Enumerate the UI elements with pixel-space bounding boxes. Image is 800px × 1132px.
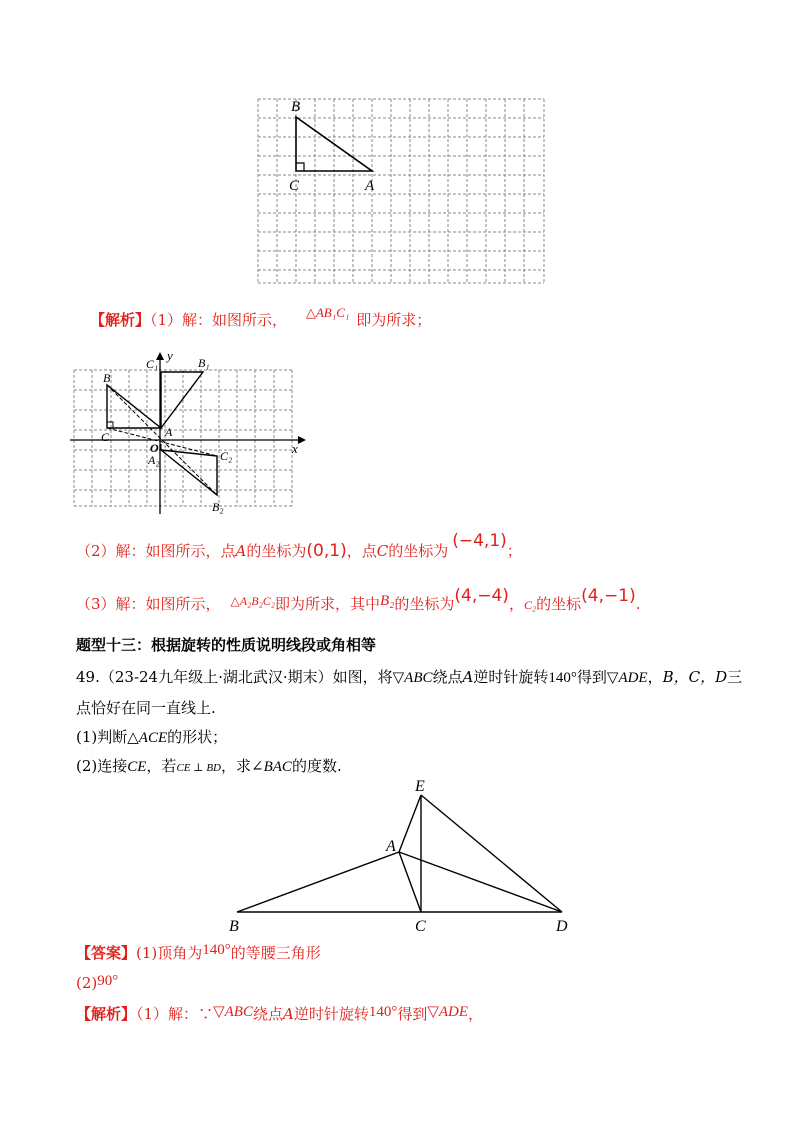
analysis3-mid3: 的坐标 bbox=[536, 595, 582, 613]
problem-line-2: 点恰好在同一直线上. bbox=[76, 699, 216, 717]
answer-bracket: 【答案】 bbox=[76, 944, 137, 962]
segment-ed bbox=[421, 795, 562, 912]
problem-mid2: 逆时针旋转 bbox=[473, 668, 549, 686]
coord-c2: (4,−1) bbox=[581, 586, 636, 606]
figure-3-rotation bbox=[225, 778, 585, 936]
analysis4-bracket: 【解析】 bbox=[76, 1005, 137, 1023]
label-C: C bbox=[289, 178, 300, 194]
q1-suffix: 的形状； bbox=[167, 728, 228, 746]
problem-point-a: A bbox=[462, 668, 474, 686]
problem-angle: 140° bbox=[548, 670, 577, 686]
analysis3-prefix: （3）解：如图所示， bbox=[76, 595, 221, 613]
label-A: A bbox=[165, 425, 173, 439]
label-B: B bbox=[229, 918, 239, 935]
label-C: C bbox=[101, 430, 110, 444]
segment-ac bbox=[399, 852, 421, 912]
answer-1-angle: 140° bbox=[202, 942, 231, 958]
analysis-text: （1）解：如图所示， bbox=[150, 311, 288, 329]
label-B1: B₁ bbox=[198, 356, 210, 370]
question-2 bbox=[76, 756, 342, 778]
label-C2: C₂ bbox=[220, 449, 233, 463]
triangle-abc-1: ▽ABC bbox=[392, 670, 433, 686]
label-y: y bbox=[167, 348, 173, 363]
q2-mid2: ，求 bbox=[221, 757, 252, 775]
triangle-ade: ▽ADE bbox=[606, 670, 648, 686]
triangle-ab1c1 bbox=[161, 372, 203, 428]
analysis4-prefix: （1）解： bbox=[136, 1005, 199, 1023]
point-c2: C₂ bbox=[523, 598, 537, 612]
label-x: x bbox=[292, 441, 298, 456]
answer-1-suffix: 的等腰三角形 bbox=[230, 944, 321, 962]
q2-segment: CE bbox=[127, 759, 147, 775]
analysis-line-1 bbox=[90, 305, 432, 332]
analysis-line-3 bbox=[76, 586, 641, 615]
point-b2: B₂ bbox=[379, 593, 395, 609]
label-B: B bbox=[291, 99, 301, 115]
answer-2-value: 90° bbox=[97, 973, 119, 989]
label-B: B bbox=[103, 371, 111, 385]
triangle-abc bbox=[107, 385, 161, 428]
label-A: A bbox=[365, 178, 375, 194]
triangle-symbol: △ bbox=[305, 306, 316, 321]
because-symbol: ∵ bbox=[198, 1005, 214, 1023]
triangle-a2b2c2-name: △A₂B₂C₂ bbox=[230, 594, 275, 608]
figure-2-coordinate-plane bbox=[70, 348, 310, 518]
analysis3-comma: ， bbox=[508, 595, 524, 613]
q2-angle: ∠BAC bbox=[251, 759, 292, 775]
segment-ad bbox=[399, 852, 562, 912]
point-a: A bbox=[235, 542, 247, 560]
analysis4-end: ， bbox=[468, 1005, 484, 1023]
problem-points-bcd: B，C，D bbox=[662, 668, 728, 686]
problem-mid4: ， bbox=[647, 668, 663, 686]
point-c: C bbox=[376, 542, 389, 560]
answer-1-prefix: (1)顶角为 bbox=[136, 944, 203, 962]
analysis4-triangle-abc: ▽ABC bbox=[213, 1004, 253, 1020]
analysis4-angle: 140° bbox=[368, 1004, 398, 1020]
q2-suffix: 的度数. bbox=[291, 757, 342, 775]
analysis2-mid2: ，点 bbox=[346, 542, 377, 560]
label-C: C bbox=[415, 918, 426, 935]
analysis3-end: . bbox=[635, 595, 641, 613]
answer-2-prefix: (2) bbox=[76, 974, 98, 992]
coord-a: (0,1) bbox=[306, 541, 347, 561]
analysis3-mid1: 即为所求，其中 bbox=[274, 595, 380, 613]
analysis4-triangle-ade: ▽ADE bbox=[427, 1004, 469, 1020]
label-A2: A₂ bbox=[148, 453, 160, 467]
section-heading: 题型十三：根据旋转的性质说明线段或角相等 bbox=[76, 636, 377, 654]
label-D: D bbox=[556, 918, 568, 935]
analysis4-point-a: A bbox=[282, 1005, 294, 1023]
analysis4-mid3: 得到 bbox=[397, 1005, 428, 1023]
analysis-line-2 bbox=[76, 531, 522, 561]
q2-mid: ，若 bbox=[146, 757, 177, 775]
q2-prefix: (2)连接 bbox=[76, 757, 128, 775]
analysis2-end: ； bbox=[506, 542, 522, 560]
problem-mid3: 得到 bbox=[576, 668, 607, 686]
coord-b2: (4,−4) bbox=[454, 586, 509, 606]
problem-mid5: 三 bbox=[727, 668, 743, 686]
analysis4-mid1: 绕点 bbox=[252, 1005, 283, 1023]
label-C1: C₁ bbox=[146, 357, 159, 371]
problem-source: （23-24九年级上·湖北武汉·期末）如图，将 bbox=[99, 668, 393, 686]
analysis2-mid3: 的坐标为 bbox=[388, 542, 449, 560]
triangle-name: AB₁C₁ bbox=[315, 305, 350, 320]
problem-mid1: 绕点 bbox=[432, 668, 463, 686]
problem-number: 49. bbox=[76, 668, 100, 686]
label-A: A bbox=[386, 838, 396, 855]
analysis-bracket: 【解析】 bbox=[90, 311, 151, 329]
q1-triangle: △ACE bbox=[127, 730, 168, 746]
label-O: O bbox=[150, 441, 159, 455]
analysis2-prefix: （2）解：如图所示，点 bbox=[76, 542, 236, 560]
analysis3-mid2: 的坐标为 bbox=[394, 595, 455, 613]
analysis4-mid2: 逆时针旋转 bbox=[293, 1005, 369, 1023]
answer-line-1 bbox=[76, 943, 321, 964]
label-E: E bbox=[415, 778, 425, 795]
segment-ae bbox=[399, 795, 421, 852]
segment-ba bbox=[237, 852, 399, 912]
coord-c: (−4,1) bbox=[452, 531, 507, 551]
answer-line-2 bbox=[76, 973, 118, 994]
analysis2-mid1: 的坐标为 bbox=[246, 542, 307, 560]
analysis-text-tail: 即为所求； bbox=[356, 311, 432, 329]
problem-line-1 bbox=[76, 667, 742, 688]
question-1 bbox=[76, 727, 227, 748]
q2-condition: CE ⊥ BD bbox=[176, 762, 222, 774]
figure-1-grid-triangle bbox=[255, 95, 547, 287]
label-B2: B₂ bbox=[212, 500, 224, 514]
analysis-line-4 bbox=[76, 1004, 483, 1025]
q1-prefix: (1)判断 bbox=[76, 728, 128, 746]
